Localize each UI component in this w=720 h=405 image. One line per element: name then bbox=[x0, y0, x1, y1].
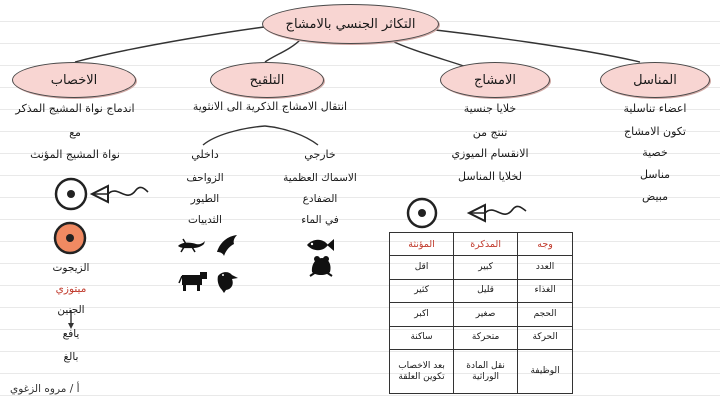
fusion-item: اندماج نواة المشيج المذكر bbox=[15, 102, 135, 115]
table-row bbox=[390, 256, 573, 279]
table-cell: العدد bbox=[518, 256, 573, 279]
table-row bbox=[390, 350, 573, 394]
sequence-juvenile: يافع bbox=[62, 328, 80, 340]
table-cell: الحركة bbox=[518, 326, 573, 349]
dolphin-icon bbox=[214, 232, 240, 258]
table-cell: الغذاء bbox=[518, 279, 573, 302]
internal-item: الزواحف bbox=[186, 172, 224, 184]
table-cell-text: نقل المادة الوراثية bbox=[466, 360, 505, 382]
gametes-item: لخلايا المناسل bbox=[458, 170, 522, 183]
table-cell: اقل bbox=[390, 256, 454, 279]
internal-item: الطيور bbox=[190, 193, 220, 205]
table-cell: متحركة bbox=[454, 326, 518, 349]
table-cell: قليل bbox=[454, 279, 518, 302]
egg-sperm-fusion-icon bbox=[52, 176, 152, 216]
fertilization-description: انتقال الامشاج الذكرية الى الانثوية bbox=[192, 100, 348, 113]
table-cell: كبير bbox=[454, 256, 518, 279]
table-cell-text: بعد الاخصاب تكوين العلقة bbox=[398, 360, 445, 382]
gametes-item: تنتج من bbox=[472, 126, 508, 139]
gametes-cloud bbox=[440, 62, 550, 98]
external-item: الاسماك العظمية bbox=[283, 172, 357, 184]
main-topic-cloud bbox=[262, 4, 439, 44]
fusion-item: مع bbox=[69, 126, 81, 139]
author-credit: أ / مروه الزغوي bbox=[10, 383, 80, 395]
organs-item: اعضاء تناسلية bbox=[623, 102, 687, 115]
internal-label: داخلي bbox=[191, 148, 219, 161]
organs-label: المناسل bbox=[633, 72, 677, 88]
zygote-icon bbox=[50, 220, 90, 256]
sequence-embryo: الجنين bbox=[57, 304, 85, 316]
table-cell: كثير bbox=[390, 279, 454, 302]
sequence-zygote: الزيجوت bbox=[52, 262, 90, 274]
fusion-cloud bbox=[12, 62, 136, 98]
organs-item: مناسل bbox=[639, 168, 671, 181]
external-label: خارجي bbox=[304, 148, 336, 161]
table-cell bbox=[390, 350, 454, 394]
egg-sperm-icon bbox=[405, 196, 530, 232]
fertilization-label: التلقيح bbox=[249, 72, 285, 88]
fish-icon bbox=[305, 236, 335, 254]
table-header: وجه bbox=[518, 233, 573, 256]
gametes-item: خلايا جنسية bbox=[463, 102, 517, 115]
table-cell bbox=[454, 350, 518, 394]
sequence-mitosis: ميتوزي bbox=[55, 283, 87, 295]
organs-item: مبيض bbox=[641, 190, 668, 203]
table-row bbox=[390, 279, 573, 302]
gametes-label: الامشاج bbox=[474, 72, 516, 88]
table-row bbox=[390, 326, 573, 349]
lizard-icon bbox=[176, 236, 206, 254]
fusion-item: نواة المشيج المؤنث bbox=[30, 148, 120, 161]
organs-item: خصية bbox=[642, 146, 668, 159]
gametes-item: الانقسام الميوزي bbox=[451, 147, 529, 160]
gamete-comparison-table bbox=[389, 232, 573, 394]
fertilization-cloud bbox=[210, 62, 324, 98]
cow-icon bbox=[178, 270, 208, 292]
external-item: في الماء bbox=[301, 214, 339, 226]
bird-icon bbox=[214, 268, 242, 294]
table-cell: الحجم bbox=[518, 303, 573, 326]
table-cell: اكبر bbox=[390, 303, 454, 326]
organs-item: تكون الامشاج bbox=[624, 125, 686, 138]
table-cell: الوظيفة bbox=[518, 350, 573, 394]
table-header-row bbox=[390, 233, 573, 256]
main-topic-title: التكاثر الجنسي بالامشاج bbox=[285, 16, 416, 32]
external-item: الضفادع bbox=[302, 193, 338, 205]
sequence-adult: بالغ bbox=[63, 351, 79, 363]
frog-icon bbox=[308, 254, 334, 278]
table-cell: ساكنة bbox=[390, 326, 454, 349]
organs-cloud bbox=[600, 62, 710, 98]
fusion-label: الاخصاب bbox=[50, 72, 98, 88]
table-row bbox=[390, 303, 573, 326]
internal-item: الثدييات bbox=[188, 214, 222, 226]
table-header: المذكرة bbox=[454, 233, 518, 256]
table-cell: صغير bbox=[454, 303, 518, 326]
table-header: المؤنثة bbox=[390, 233, 454, 256]
